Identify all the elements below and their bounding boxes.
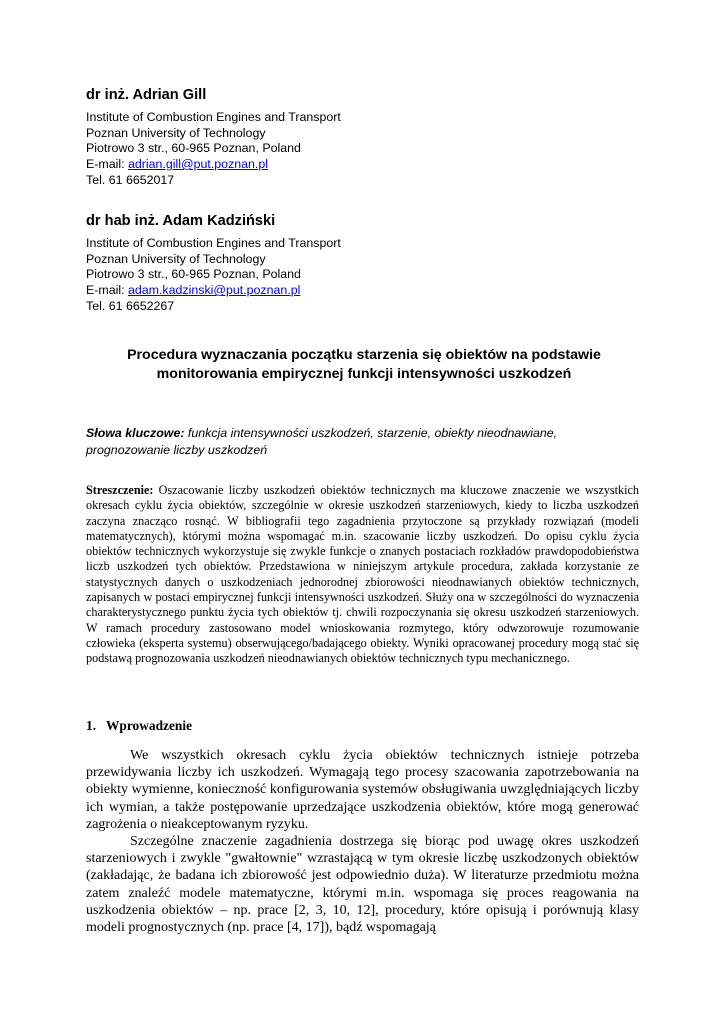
paper-title: Procedura wyznaczania początku starzenia się obiektów na podstawie monitorowania empirycznej funkcji intensywności uszkodzeń (127, 347, 601, 382)
abstract (86, 483, 639, 667)
section-title: Wprowadzenie (106, 718, 193, 733)
keywords-label: Słowa kluczowe: (86, 426, 185, 440)
author-block-1 (86, 86, 646, 189)
section-number: 1. (86, 718, 97, 733)
body-text (86, 747, 639, 936)
author-address: Piotrowo 3 str., 60-965 Poznan, Poland (86, 267, 301, 282)
abstract-text: Oszacowanie liczby uszkodzeń obiektów technicznych ma kluczowe znaczenie we wszystkich okresach cyklu życia obiektów, szczególnie w okresie uszkodzeń starzeniowych, kiedy to liczba uszkodzeń zaczyna znacząco rosnąć. W bibliografii tego zagadnienia przytoczone są przykłady rozwiązań (modeli matematycznych), którymi można wspomagać m.in. szacowanie liczby uszkodzeń. Do opisu cyklu życia obiektów technicznych wykorzystuje się zwykle funkcje o znanych postaciach rozkładów prawdopodobieństwa liczb uszkodzeń tych obiektów. Przedstawiona w niniejszym artykule procedura, zakłada korzystanie ze statystycznych danych o uszkodzeniach jednorodnej zbiorowości nieodnawianych obiektów technicznych, zapisanych w postaci empirycznej funkcji intensywności uszkodzeń. Służy ona w szczególności do wyznaczenia charakterystycznego punktu życia tych obiektów tj. chwili rozpoczynania się okresu uszkodzeń starzeniowych. W ramach procedury zastosowano model wnioskowania rozmytego, który odwzorowuje rozumowanie człowieka (eksperta systemu) obserwującego/badającego obiekty. Wyniki opracowanej procedury mogą stać się podstawą prognozowania uszkodzeń nieodnawianych obiektów technicznych typu mechanicznego. (86, 483, 639, 666)
email-label: E-mail: (86, 283, 128, 298)
author-address: Piotrowo 3 str., 60-965 Poznan, Poland (86, 141, 301, 156)
author-name: dr inż. Adrian Gill (86, 87, 207, 103)
keywords (86, 425, 642, 458)
keywords-text: funkcja intensywności uszkodzeń, starzenie, obiekty nieodnawiane, prognozowanie liczby uszkodzeń (86, 426, 558, 457)
author-university: Poznan University of Technology (86, 125, 266, 140)
author-name: dr hab inż. Adam Kadziński (86, 213, 276, 229)
author-tel: Tel. 61 6652267 (86, 298, 175, 313)
author-block-2 (86, 212, 646, 315)
author-institute: Institute of Combustion Engines and Transport (86, 110, 341, 124)
author-email-line (86, 283, 646, 299)
author-tel: Tel. 61 6652017 (86, 172, 175, 187)
email-link[interactable]: adam.kadzinski@put.poznan.pl (128, 283, 301, 298)
email-label: E-mail: (86, 157, 128, 172)
author-university: Poznan University of Technology (86, 251, 266, 266)
paragraph: Szczególne znaczenie zagadnienia dostrzega się biorąc pod uwagę okres uszkodzeń starzeniowych i zwykle "gwałtownie" wzrastającą w tym okresie liczbę uszkodzonych obiektów (zakładając, że badana ich zbiorowość jest odpowiednio duża). W literaturze przedmiotu można zatem znaleźć modele matematyczne, którymi m.in. wspomaga się proces reagowania na uszkodzenia obiektów – np. prace [2, 3, 10, 12], procedury, które opisują i porównują klasy modeli prognostycznych (np. prace [4, 17]), bądź wspomagają (86, 834, 639, 936)
email-link[interactable]: adrian.gill@put.poznan.pl (128, 157, 269, 172)
abstract-label: Streszczenie: (86, 483, 154, 497)
paragraph: We wszystkich okresach cyklu życia obiektów technicznych istnieje potrzeba przewidywania liczby ich uszkodzeń. Wymagają tego procesy szacowania zapotrzebowania na obiekty wymienne, konieczność konfigurowania systemów obsługiwania uwzględniających liczby ich wymian, a także postępowanie uprzedzające uszkodzenia obiektów, które mogą generować zagrożenia o nieakceptowanym ryzyku. (86, 748, 639, 832)
author-institute: Institute of Combustion Engines and Transport (86, 236, 341, 250)
section-heading (86, 717, 642, 734)
author-email-line (86, 157, 646, 173)
